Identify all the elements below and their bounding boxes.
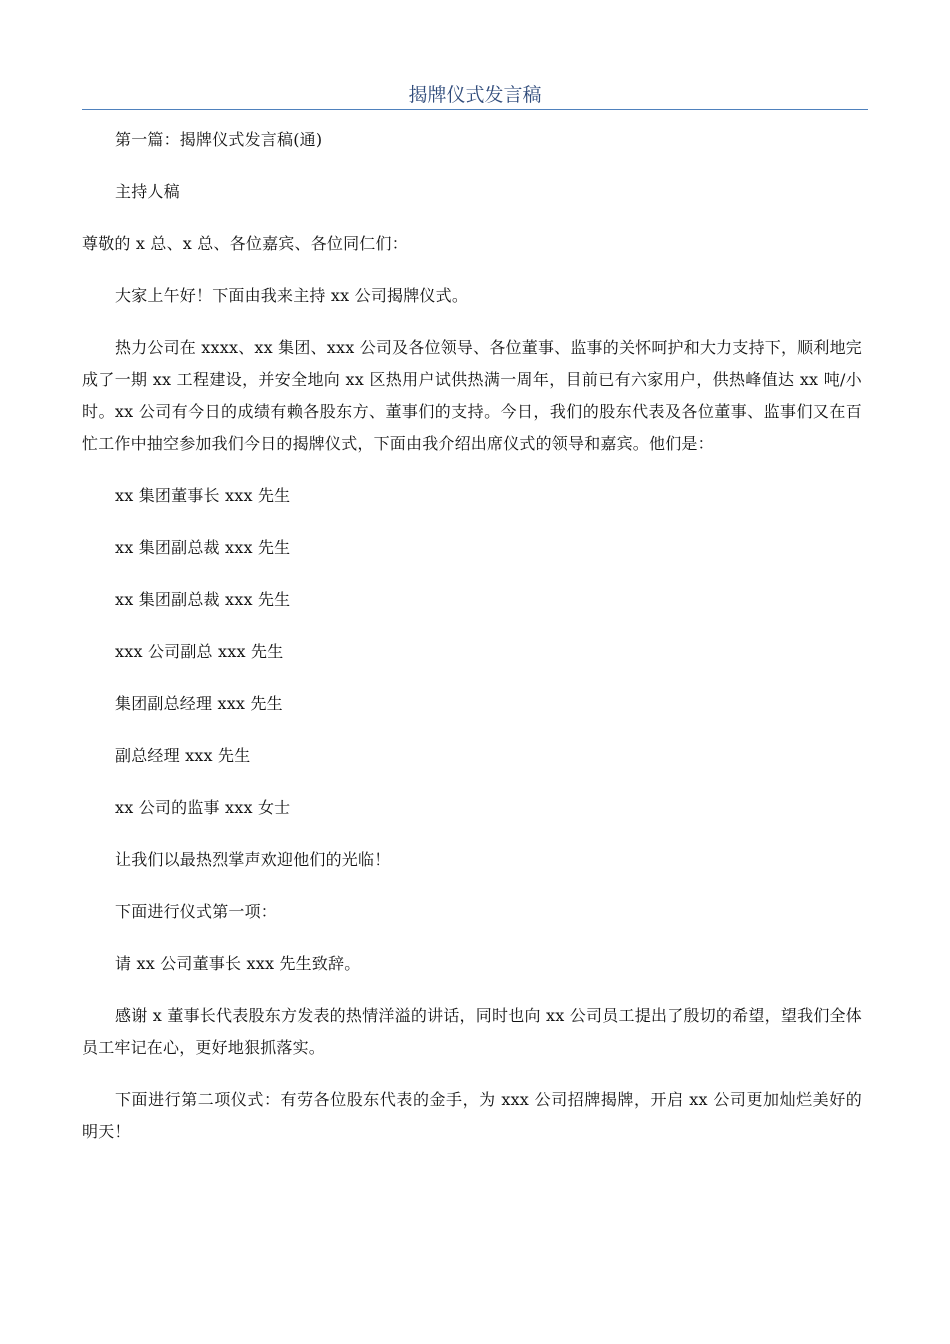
title-underline <box>82 109 868 110</box>
salutation: 尊敬的 x 总、x 总、各位嘉宾、各位同仁们： <box>82 234 408 253</box>
guest-list-item: 集团副总经理 xxx 先生 <box>115 694 283 713</box>
guest-list-item: 副总经理 xxx 先生 <box>115 746 251 765</box>
guest-list-item: xx 集团董事长 xxx 先生 <box>115 486 291 505</box>
subheading-host-script: 主持人稿 <box>115 182 180 201</box>
document-body <box>82 124 862 1148</box>
guest-list-item: xx 集团副总裁 xxx 先生 <box>115 590 291 609</box>
document-title: 揭牌仪式发言稿 <box>408 84 542 106</box>
paragraph: 让我们以最热烈掌声欢迎他们的光临！ <box>115 850 391 869</box>
paragraph: 下面进行第二项仪式：有劳各位股东代表的金手，为 xxx 公司招牌揭牌，开启 xx 公司更加灿烂美好的明天！ <box>82 1090 862 1141</box>
paragraph: 下面进行仪式第一项： <box>115 902 278 921</box>
paragraph: 热力公司在 xxxx、xx 集团、xxx 公司及各位领导、各位董事、监事的关怀呵护和大力支持下，顺利地完成了一期 xx 工程建设，并安全地向 xx 区热用户试供热满一周年，目前已有六家用户，供热峰值达 xx 吨/小时。xx 公司有今日的成绩有赖各股东方、董事们的支持。今日，我们的股东代表及各位董事、监事们又在百忙工作中抽空参加我们今日的揭牌仪式，下面由我介绍出席仪式的领导和嘉宾。他们是： <box>82 338 862 453</box>
paragraph: 感谢 x 董事长代表股东方发表的热情洋溢的讲话，同时也向 xx 公司员工提出了殷切的希望，望我们全体员工牢记在心，更好地狠抓落实。 <box>82 1006 862 1057</box>
guest-list-item: xx 公司的监事 xxx 女士 <box>115 798 291 817</box>
guest-list-item: xx 集团副总裁 xxx 先生 <box>115 538 291 557</box>
guest-list-item: xxx 公司副总 xxx 先生 <box>115 642 284 661</box>
section-heading: 第一篇：揭牌仪式发言稿(通) <box>115 130 323 149</box>
paragraph: 大家上午好！下面由我来主持 xx 公司揭牌仪式。 <box>115 286 469 305</box>
paragraph: 请 xx 公司董事长 xxx 先生致辞。 <box>115 954 361 973</box>
